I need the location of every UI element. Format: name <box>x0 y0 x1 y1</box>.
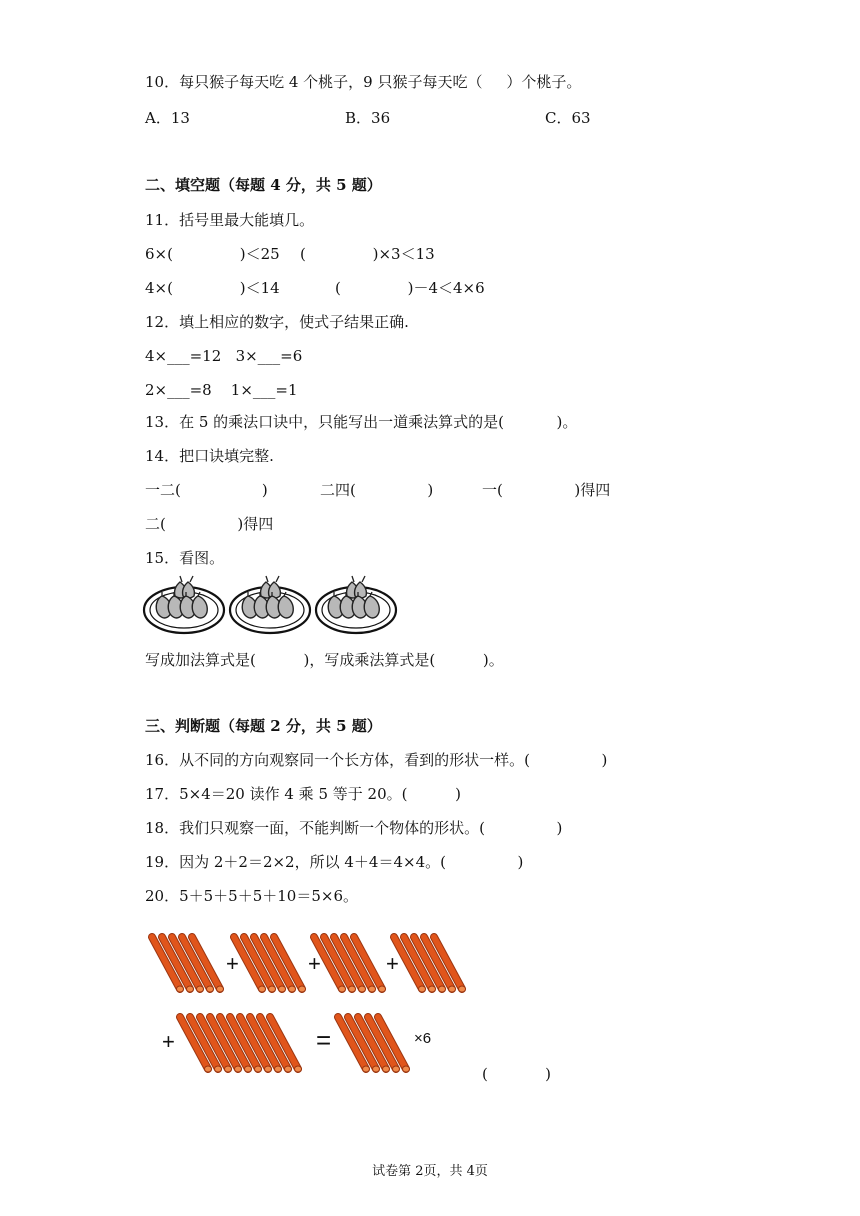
q11-item-4: ( )－4＜4×6 <box>335 279 485 297</box>
q18-stem: 18．我们只观察一面，不能判断一个物体的形状。( ) <box>145 819 563 837</box>
q12-stem: 12．填上相应的数字，使式子结果正确. <box>145 313 409 331</box>
q12-row-2: 2×___=8 1×___=1 <box>145 381 298 399</box>
q13-stem: 13．在 5 的乘法口诀中，只能写出一道乘法算式的是( )。 <box>145 413 578 431</box>
page-footer: 试卷第 2页，共 4页 <box>372 1164 488 1179</box>
q11-item-2: ( )×3＜13 <box>300 245 435 263</box>
plus-sign-4: + <box>162 1029 175 1054</box>
q20-answer-paren: ( ) <box>482 1065 551 1083</box>
pear-plates-illustration <box>140 572 410 640</box>
q11-item-1: 6×( )＜25 <box>145 245 280 263</box>
q10-stem: 10．每只猴子每天吃 4 个桃子，9 只猴子每天吃（ ）个桃子。 <box>145 73 582 91</box>
q14-item-4: 二( )得四 <box>145 515 274 533</box>
q20-stem: 20．5＋5＋5＋5＋10＝5×6。 <box>145 887 359 905</box>
q19-stem: 19．因为 2＋2＝2×2，所以 4＋4＝4×4。( ) <box>145 853 524 871</box>
q11-stem: 11．括号里最大能填几。 <box>145 211 315 229</box>
plus-sign-1: + <box>226 951 239 976</box>
section3-title: 三、判断题（每题 2 分，共 5 题） <box>145 717 382 735</box>
q14-item-2: 二四( ) <box>320 481 434 499</box>
q16-stem: 16．从不同的方向观察同一个长方体，看到的形状一样。( ) <box>145 751 608 769</box>
q14-stem: 14．把口诀填完整. <box>145 447 274 465</box>
q10-option-b: B．36 <box>345 109 391 127</box>
q15-answer-line: 写成加法算式是( )，写成乘法算式是( )。 <box>145 651 504 669</box>
q14-item-3: 一( )得四 <box>482 481 611 499</box>
stick-bundles-illustration <box>140 925 480 1085</box>
q12-row-1: 4×___=12 3×___=6 <box>145 347 303 365</box>
section2-title: 二、填空题（每题 4 分，共 5 题） <box>145 176 382 194</box>
equals-sign: = <box>316 1025 332 1055</box>
q10-option-c: C．63 <box>545 109 591 127</box>
q14-item-1: 一二( ) <box>145 481 268 499</box>
q11-item-3: 4×( )＜14 <box>145 279 280 297</box>
q17-stem: 17．5×4＝20 读作 4 乘 5 等于 20。( ) <box>145 785 461 803</box>
plus-sign-2: + <box>308 951 321 976</box>
times-six-label: ×6 <box>414 1030 432 1047</box>
plus-sign-3: + <box>386 951 399 976</box>
q15-stem: 15．看图。 <box>145 549 225 567</box>
q10-option-a: A．13 <box>145 109 190 127</box>
